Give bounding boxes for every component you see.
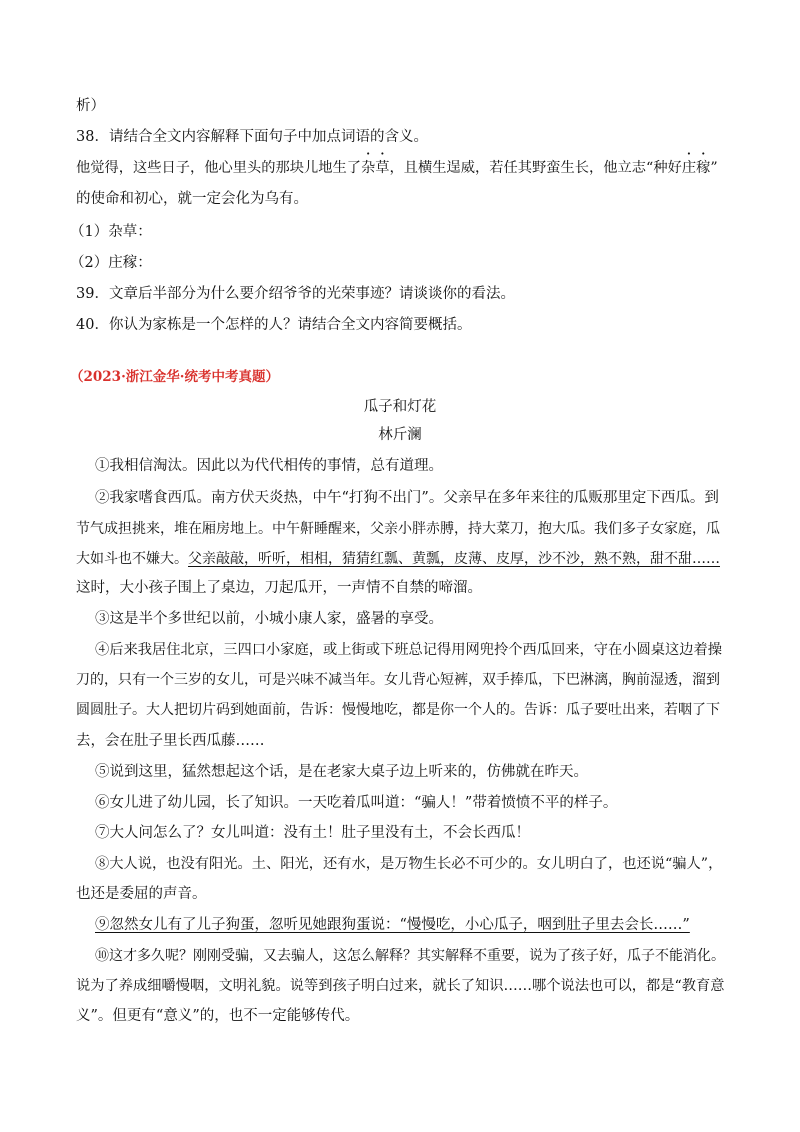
- dotted-char: 稼: [696, 160, 711, 176]
- previous-answer-tail: 析）: [76, 98, 105, 114]
- question-40: 40．你认为家栋是一个怎样的人？请结合全文内容简要概括。: [76, 317, 472, 333]
- paragraph-2-line-4: 这时，大小孩子围上了桌边，刀起瓜开，一声情不自禁的啼溜。: [76, 580, 482, 596]
- question-38-sub-1: （1）杂草：: [70, 224, 152, 240]
- paragraph-8-line-2: 也还是委屈的声音。: [76, 886, 207, 902]
- paragraph-3: ③这是半个多世纪以前，小城小康人家，盛暑的享受。: [95, 611, 443, 627]
- sentence-text: ，且横生逞威，若任其野蛮生长，他立志“种好: [389, 160, 682, 176]
- sentence-text: 他觉得，这些日子，他心里头的那块儿地生了: [76, 160, 362, 176]
- question-39: 39．文章后半部分为什么要介绍爷爷的光荣事迹？请谈谈你的看法。: [76, 286, 515, 302]
- paragraph-text: 大如斗也不嫌大。: [76, 551, 188, 567]
- dotted-char: 草: [375, 160, 390, 176]
- paragraph-8-line-1: ⑧大人说，也没有阳光。土、阳光，还有水，是万物生长必不可少的。女儿明白了，也还说“骗人”，: [95, 856, 723, 872]
- underlined-sentence: 父亲敲敲，听听，相相，猜猜红瓢、黄瓢，皮薄、皮厚，沙不沙，熟不熟，甜不甜……: [188, 551, 720, 567]
- paragraph-4-line-2: 刀的，只有一个三岁的女儿，可是兴味不减当年。女儿背心短裤，双手捧瓜，下巴淋漓，胸前湿透，溜到: [76, 672, 720, 688]
- paragraph-4-line-1: ④后来我居住北京，三四口小家庭，或上街或下班总记得用网兜拎个西瓜回来，守在小圆桌这边着操: [95, 642, 723, 658]
- question-38-sentence-cont: 的使命和初心，就一定会化为乌有。: [76, 191, 308, 207]
- question-38: 38．请结合全文内容解释下面句子中加点词语的含义。: [76, 129, 428, 145]
- question-38-sub-2: （2）庄稼：: [70, 255, 152, 271]
- paragraph-2-line-1: ②我家嗜食西瓜。南方伏天炎热，中午“打狗不出门”。父亲早在多年来往的瓜贩那里定下西瓜。到: [95, 490, 719, 506]
- passage-author: 林斤澜: [378, 427, 422, 443]
- paragraph-10-line-1: ⑩这才多久呢？刚刚受骗，又去骗人，这怎么解释？其实解释不重要，说为了孩子好，瓜子不能消化。: [95, 948, 725, 964]
- passage-title: 瓜子和灯花: [363, 399, 437, 415]
- paragraph-7: ⑦大人问怎么了？女儿叫道：没有土！肚子里没有土，不会长西瓜！: [95, 825, 530, 841]
- paragraph-10-line-3: 义”。但更有“意义”的，也不一定能够传代。: [76, 1008, 360, 1024]
- paragraph-4-line-4: 去，会在肚子里长西瓜藤……: [76, 733, 265, 749]
- paragraph-4-line-3: 圆圆肚子。大人把切片码到她面前，告诉：慢慢地吃，都是你一个人的。告诉：瓜子要吐出来，若咽了下: [76, 702, 720, 718]
- paragraph-9-underlined: ⑨忽然女儿有了儿子狗蛋，忽听见她跟狗蛋说：“慢慢吃，小心瓜子，咽到肚子里去会长……”: [95, 917, 690, 933]
- dotted-char: 庄: [681, 160, 697, 176]
- paragraph-2-line-3: [76, 549, 720, 569]
- paragraph-1: ①我相信淘汰。因此以为代代相传的事情，总有道理。: [95, 458, 443, 474]
- paragraph-5: ⑤说到这里，猛然想起这个话，是在老家大桌子边上听来的，仿佛就在昨天。: [95, 764, 588, 780]
- question-38-sentence: [76, 158, 718, 178]
- source-label: （2023·浙江金华·统考中考真题）: [70, 369, 279, 385]
- paragraph-2-line-2: 节气成担挑来，堆在厢房地上。中午鼾睡醒来，父亲小胖赤膊，持大菜刀，抱大瓜。我们多子女家庭，瓜: [76, 521, 720, 537]
- dotted-char: 杂: [361, 160, 376, 176]
- paragraph-10-line-2: 说为了养成细嚼慢咽，文明礼貌。说等到孩子明白过来，就长了知识……哪个说法也可以，都是“教育意: [76, 978, 725, 994]
- paragraph-6: ⑥女儿进了幼儿园，长了知识。一天吃着瓜叫道：“骗人！”带着愤愤不平的样子。: [95, 795, 618, 811]
- sentence-text: ”: [710, 160, 718, 176]
